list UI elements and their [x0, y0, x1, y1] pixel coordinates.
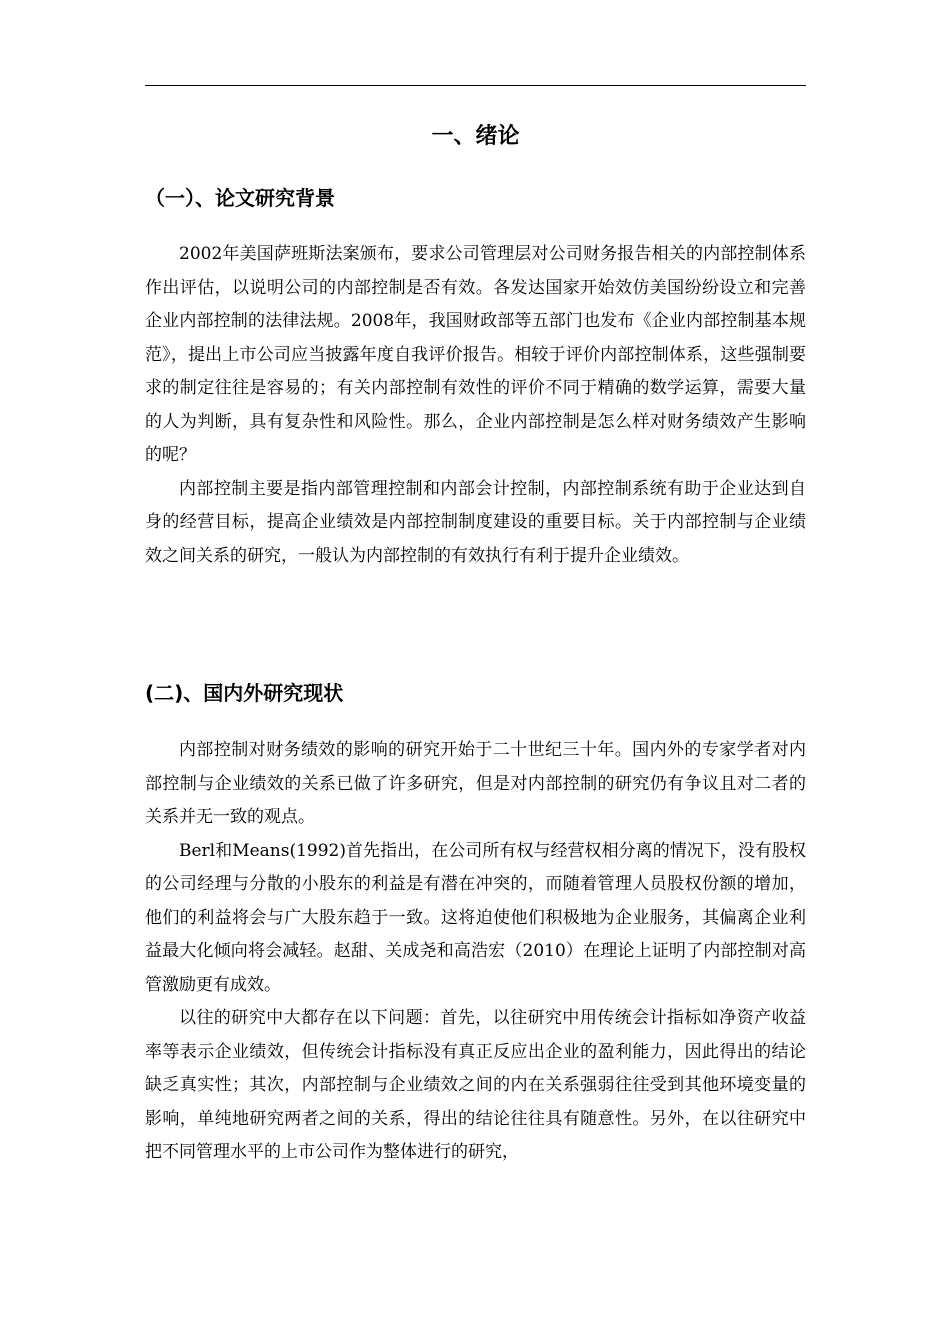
- section-heading-research-status: (二)、国内外研究现状: [145, 681, 344, 705]
- paragraph: 内部控制对财务绩效的影响的研究开始于二十世纪三十年。国内外的专家学者对内部控制与企业绩效的关系已做了许多研究，但是对内部控制的研究仍有争议且对二者的关系并无一致的观点。: [145, 740, 806, 827]
- section-body-background: [145, 238, 806, 573]
- paragraph: Berl和Means(1992)首先指出，在公司所有权与经营权相分离的情况下，没有股权的公司经理与分散的小股东的利益是有潜在冲突的，而随着管理人员股权份额的增加，他们的利益将会与广大股东趋于一致。这将迫使他们积极地为企业服务，其偏离企业利益最大化倾向将会减轻。赵甜、关成尧和高浩宏（2010）在理论上证明了内部控制对高管激励更有成效。: [145, 840, 806, 995]
- header-rule: [145, 85, 806, 86]
- paragraph: 内部控制主要是指内部管理控制和内部会计控制，内部控制系统有助于企业达到自身的经营目标，提高企业绩效是内部控制制度建设的重要目标。关于内部控制与企业绩效之间关系的研究，一般认为内部控制的有效执行有利于提升企业绩效。: [145, 478, 806, 566]
- section-heading-background: （一）、论文研究背景: [145, 186, 335, 210]
- section-body-research-status: [145, 734, 806, 1170]
- paragraph: 2002年美国萨班斯法案颁布，要求公司管理层对公司财务报告相关的内部控制体系作出评估，以说明公司的内部控制是否有效。各发达国家开始效仿美国纷纷设立和完善企业内部控制的法律法规。2008年，我国财政部等五部门也发布《企业内部控制基本规范》，提出上市公司应当披露年度自我评价报告。相较于评价内部控制体系，这些强制要求的制定往往是容易的；有关内部控制有效性的评价不同于精确的数学运算，需要大量的人为判断，具有复杂性和风险性。那么，企业内部控制是怎么样对财务绩效产生影响的呢？: [145, 244, 806, 465]
- paragraph: 以往的研究中大都存在以下问题：首先，以往研究中用传统会计指标如净资产收益率等表示企业绩效，但传统会计指标没有真正反应出企业的盈利能力，因此得出的结论缺乏真实性；其次，内部控制与企业绩效之间的内在关系强弱往往受到其他环境变量的影响，单纯地研究两者之间的关系，得出的结论往往具有随意性。另外，在以往研究中把不同管理水平的上市公司作为整体进行的研究，: [145, 1008, 806, 1162]
- chapter-title: 一、绪论: [431, 124, 520, 149]
